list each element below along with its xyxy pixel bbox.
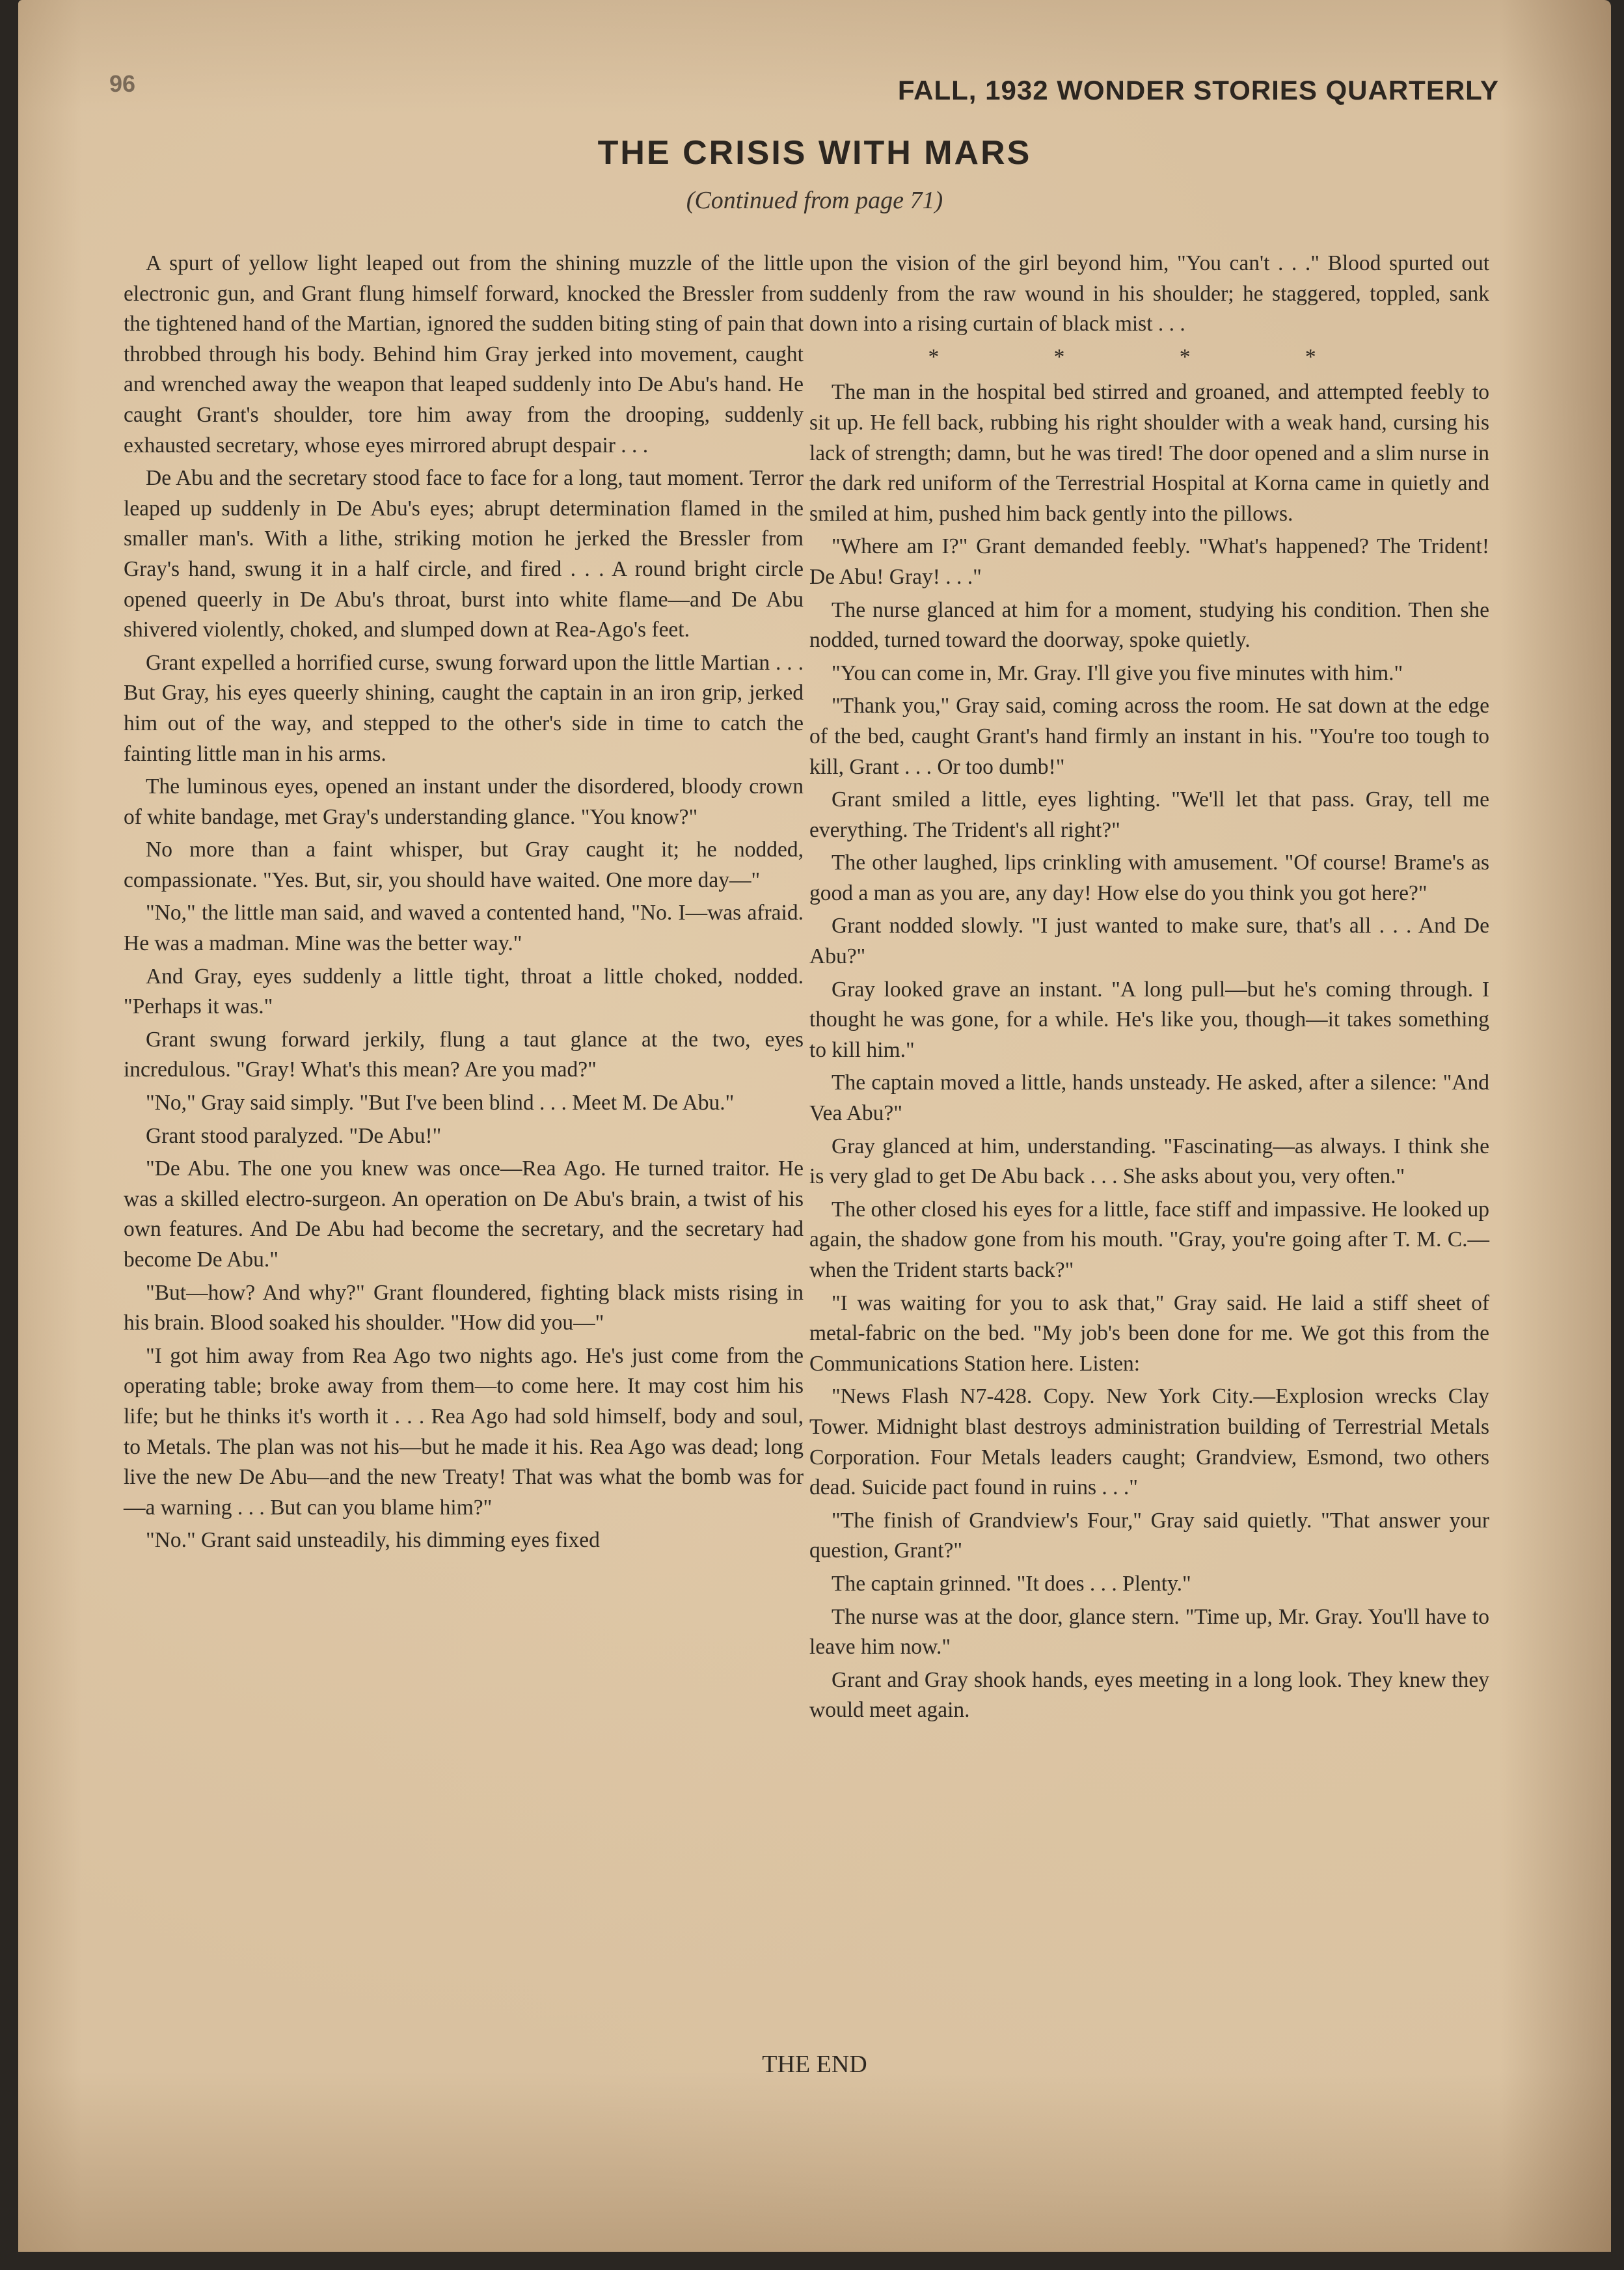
paragraph: "No," the little man said, and waved a contented hand, "No. I—was afraid. He was a madman. Mine was the better way." [124, 901, 804, 956]
paragraph: Grant and Gray shook hands, eyes meeting in a long look. They knew they would meet again. [809, 1667, 1489, 1723]
paragraph: "The finish of Grandview's Four," Gray said quietly. "That answer your question, Grant?" [809, 1508, 1489, 1563]
paragraph: A spurt of yellow light leaped out from the shining muzzle of the little electronic gun, and Grant flung himself forward, knocked the Bressler from the tightened hand of the Martian, ignored the sudden biting sting of pain that throbbed through his body. Behind him Gray jerked into movement, caught and wrenched away the weapon that leaped suddenly into De Abu's hand. He caught Grant's shoulder, tore him away from the drooping, suddenly exhausted secretary, whose eyes mirrored abrupt despair . . . [124, 251, 804, 458]
paragraph: "No." Grant said unsteadily, his dimming eyes fixed [146, 1528, 600, 1553]
paragraph: No more than a faint whisper, but Gray caught it; he nodded, compassionate. "Yes. But, sir, you should have waited. One more day—" [124, 838, 804, 892]
paragraph: The other closed his eyes for a little, face stiff and impassive. He looked up again, the shadow gone from his mouth. "Gray, you're going after T. M. C.—when the Trident starts back?" [809, 1197, 1489, 1282]
paragraph: The other laughed, lips crinkling with amusement. "Of course! Brame's as good a man as you are, any day! How else do you think you got here?" [809, 851, 1489, 905]
paragraph: "De Abu. The one you knew was once—Rea Ago. He turned traitor. He was a skilled electro-surgeon. An operation on De Abu's brain, a twist of his own features. And De Abu had become the secretary, and the secretary had become De Abu." [124, 1156, 804, 1272]
paragraph: The captain moved a little, hands unsteady. He asked, after a silence: "And Vea Abu?" [809, 1071, 1489, 1126]
magazine-page [18, 0, 1611, 2252]
paragraph: Grant stood paralyzed. "De Abu!" [146, 1123, 442, 1148]
paragraph: The nurse glanced at him for a moment, studying his condition. Then she nodded, turned toward the doorway, spoke quietly. [809, 597, 1489, 653]
paragraph: "No," Gray said simply. "But I've been blind . . . Meet M. De Abu." [146, 1091, 735, 1115]
paragraph: De Abu and the secretary stood face to face for a long, taut moment. Terror leaped up suddenly in De Abu's eyes; abrupt determination flamed in the smaller man's. With a lithe, striking motion he jerked the Bressler from Gray's hand, swung it in a half circle, and fired . . . A round bright circle opened queerly in De Abu's throat, burst into white flame—and De Abu shivered violently, choked, and slumped down at Rea-Ago's feet. [124, 466, 804, 642]
paragraph: Grant smiled a little, eyes lighting. "We'll let that pass. Gray, tell me everything. The Trident's all right?" [809, 787, 1489, 842]
paragraph: The luminous eyes, opened an instant under the disordered, bloody crown of white bandage, met Gray's understanding glance. "You know?" [124, 774, 804, 829]
story-title: THE CRISIS WITH MARS [597, 134, 1032, 172]
paragraph: "I was waiting for you to ask that," Gray said. He laid a stiff sheet of metal-fabric on the bed. "My job's been done for me. We got this from the Communications Station here. Listen: [809, 1291, 1489, 1376]
paragraph: And Gray, eyes suddenly a little tight, throat a little choked, nodded. "Perhaps it was." [124, 964, 804, 1019]
paragraph: Grant nodded slowly. "I just wanted to make sure, that's all . . . And De Abu?" [809, 914, 1489, 969]
paragraph: Gray looked grave an instant. "A long pull—but he's coming through. I thought he was gone, for a while. He's like you, though—it takes something to kill him." [809, 977, 1489, 1062]
paragraph: "I got him away from Rea Ago two nights ago. He's just come from the operating table; broke away from them—to come here. It may cost him his life; but he thinks it's worth it . . . Rea Ago had sold himself, body and soul, to Metals. The plan was not his—but he made it his. Rea Ago was dead; long live the new De Abu—and the new Treaty! That was what the bomb was for—a warning . . . But can you blame him?" [124, 1343, 804, 1520]
paragraph: Grant expelled a horrified curse, swung forward upon the little Martian . . . But Gray, his eyes queerly shining, caught the captain in an iron grip, jerked him out of the way, and stepped to the other's side in time to catch the fainting little man in his arms. [124, 650, 804, 766]
paragraph: The captain grinned. "It does . . . Plenty." [832, 1571, 1191, 1596]
page-number: 96 [109, 70, 136, 97]
paragraph: "Where am I?" Grant demanded feebly. "What's happened? The Trident! De Abu! Gray! . . ." [809, 534, 1489, 589]
running-head: FALL, 1932 WONDER STORIES QUARTERLY [897, 75, 1499, 105]
left-column [124, 249, 804, 1559]
paragraph: The nurse was at the door, glance stern. "Time up, Mr. Gray. You'll have to leave him now." [809, 1604, 1489, 1660]
paragraph: "Thank you," Gray said, coming across the room. He sat down at the edge of the bed, caught Grant's hand firmly an instant in his. "You're too tough to kill, Grant . . . Or too dumb!" [809, 694, 1489, 779]
paragraph: "News Flash N7-428. Copy. New York City.—Explosion wrecks Clay Tower. Midnight blast destroys administration building of Terrestrial Metals Corporation. Four Metals leaders caught; Grandview, Esmond, two others dead. Suicide pact found in ruins . . ." [809, 1384, 1489, 1500]
continued-note: (Continued from page 71) [686, 187, 943, 214]
section-break: * * * * [928, 344, 1371, 369]
paragraph: The man in the hospital bed stirred and groaned, and attempted feebly to sit up. He fell back, rubbing his right shoulder with a weak hand, cursing his lack of strength; damn, but he was tired! The door opened and a slim nurse in the dark red uniform of the Terrestrial Hospital at Korna came in quietly and smiled at him, pushed him back gently into the pillows. [809, 380, 1489, 526]
paragraph: "But—how? And why?" Grant floundered, fighting black mists rising in his brain. Blood soaked his shoulder. "How did you—" [124, 1280, 804, 1335]
the-end-label: THE END [762, 2051, 867, 2078]
paragraph: upon the vision of the girl beyond him, "You can't . . ." Blood spurted out suddenly from the raw wound in his shoulder; he staggered, toppled, sank down into a rising curtain of black mist . . . [809, 251, 1489, 336]
right-column [809, 249, 1489, 1729]
paragraph: Grant swung forward jerkily, flung a taut glance at the two, eyes incredulous. "Gray! What's this mean? Are you mad?" [124, 1027, 804, 1082]
paragraph: "You can come in, Mr. Gray. I'll give you five minutes with him." [832, 661, 1403, 685]
paragraph: Gray glanced at him, understanding. "Fascinating—as always. I think she is very glad to get De Abu back . . . She asks about you, very often." [809, 1134, 1489, 1189]
